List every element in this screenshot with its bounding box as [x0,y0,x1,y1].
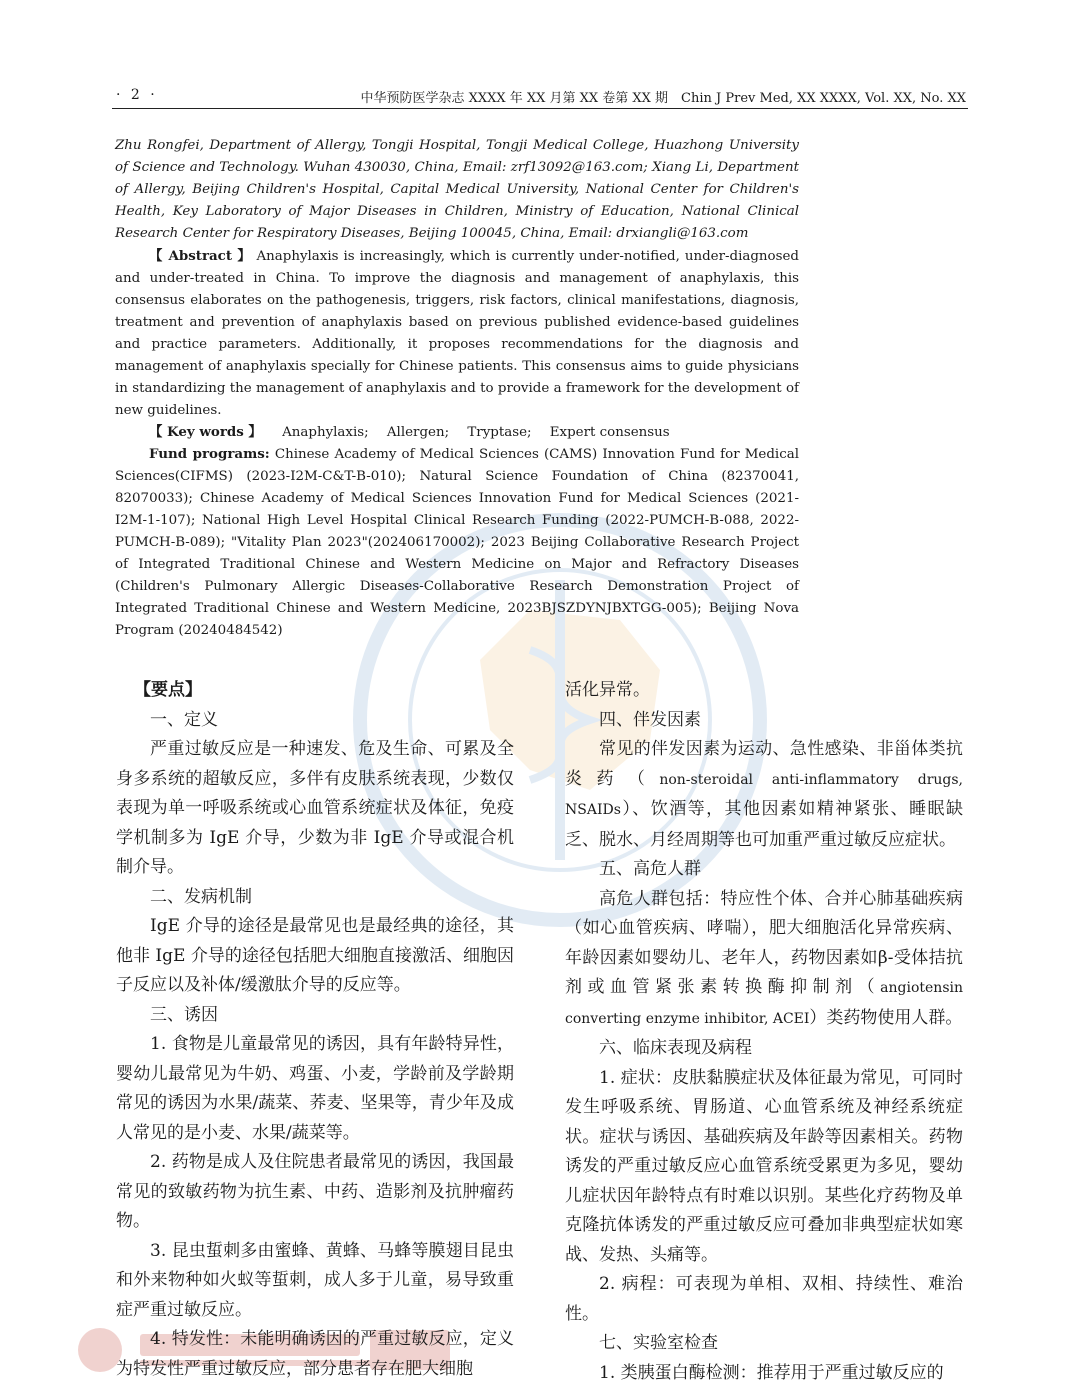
abstract-label: 【 Abstract 】 [149,248,252,264]
fund-text: Chinese Academy of Medical Sciences (CAMS) Innovation Fund for Medical Sciences(CIFMS) (2023-I2M-C&T-B-010); Natural Science Foundation of China (82370041, 82070033); Chinese Academy of Medical Sciences Innovation Fund for Medical Sciences (2021-I2M-1-107); National High Level Hospital Clinical Research Funding (2022-PUMCH-B-088, 2022-PUMCH-B-089); "Vitality Plan 2023"(202406170002); 2023 Beijing Collaborative Research Project of Integrated Traditional Chinese and Western Medicine on Major and Refractory Diseases (Children's Pulmonary Allergic Diseases-Collaborative Research Demonstration Project of Integrated Traditional Chinese and Western Medicine, 2023BJSZDYNJBXTGG-005); Beijing Nova Program (20240484542) [115,447,799,638]
keyword: Anaphylaxis; [282,425,369,440]
keyword: Allergen; [386,425,450,440]
body-paragraph: 1. 类胰蛋白酶检测：推荐用于严重过敏反应的 [599,1362,944,1383]
text-run: ）、饮酒等，其他因素如精神紧张、睡眠缺乏、脱水、月经周期等也可加重严重过敏反应症状。 [565,799,963,850]
text-run: 高危人群包括：特应性个体、合并心肺基础疾病（如心血管疾病、哮喘），肥大细胞活化异常疾病、年龄因素如婴幼儿、老年人，药物因素如β-受体拮抗剂或血管紧张素转换酶抑制剂（ [565,888,963,997]
body-paragraph: 2. 病程：可表现为单相、双相、持续性、难治性。 [565,1274,963,1324]
body-paragraph: IgE 介导的途径是最常见也是最经典的途径，其他非 IgE 介导的途径包括肥大细胞直接激活、细胞因子反应以及补体/缓激肽介导的反应等。 [116,916,514,995]
body-paragraph: 严重过敏反应是一种速发、危及生命、可累及全身多系统的超敏反应，多伴有皮肤系统表现，少数仅表现为单一呼吸系统或心血管系统症状及体征，免疫学机制多为 IgE 介导，少数为非 IgE 介导或混合机制介导。 [116,739,514,877]
abstract-paragraph [115,245,799,422]
term-english: angiotensin converting enzyme inhibitor, ACEI [565,980,963,1027]
author-affiliations: Zhu Rongfei, Department of Allergy, Tongji Hospital, Tongji Medical College, Huazhong University of Science and Technology. Wuhan 430030, China, Email: zrf13092@163.com; Xiang Li, Department of Allergy, Beijing Children's Hospital, Capital Medical University, National Center for Children's Health, Key Laboratory of Major Diseases in Children, Ministry of Education, National Clinical Research Center for Respiratory Diseases, Beijing 100045, China, Email: drxiangli@163.com [115,138,799,241]
body-paragraph [565,885,963,1035]
fund-programs [115,443,799,642]
section-heading: 六、临床表现及病程 [599,1038,752,1058]
journal-citation: 中华预防医学杂志 XXXX 年 XX 月第 XX 卷第 XX 期 Chin J Prev Med, XX XXXX, Vol. XX, No. XX [360,91,966,106]
page-number: · 2 · [116,87,158,103]
keyword: Tryptase; [467,425,532,440]
section-heading: 三、诱因 [150,1004,218,1025]
text-run: 常见的伴发因素为运动、急性感染、非甾体类抗炎药（ [565,739,963,789]
term-english: non-steroidal anti-inflammatory drugs, NSAIDs [565,771,964,818]
section-heading: 二、发病机制 [150,886,252,907]
keyword: Expert consensus [549,425,670,440]
body-paragraph [565,735,963,855]
right-column [565,676,963,1388]
fund-label: Fund programs: [149,446,270,462]
keywords-line [149,421,799,444]
section-heading: 四、伴发因素 [599,709,701,730]
section-heading: 七、实验室检查 [599,1333,718,1353]
body-paragraph: 4. 特发性：未能明确诱因的严重过敏反应，定义为特发性严重过敏反应，部分患者存在肥大细胞 [116,1329,514,1379]
body-paragraph: 2. 药物是成人及住院患者最常见的诱因，我国最常见的致敏药物为抗生素、中药、造影剂及抗肿瘤药物。 [116,1152,514,1231]
abstract-text: Anaphylaxis is increasingly, which is currently under-notified, under-diagnosed and under-treated in China. To improve the diagnosis and management of anaphylaxis, this consensus elaborates on the pathogenesis, triggers, risk factors, clinical manifestations, diagnosis, treatment and prevention of anaphylaxis based on previous published evidence-based guidelines and practice parameters. Additionally, it proposes recommendations for the diagnosis and management of anaphylaxis specially for Chinese patients. This consensus aims to guide physicians in standardizing the management of anaphylaxis and to provide a framework for the development of new guidelines. [115,249,799,418]
section-heading: 一、定义 [150,709,218,730]
body-paragraph: 1. 症状：皮肤黏膜症状及体征最为常见，可同时发生呼吸系统、胃肠道、心血管系统及神经系统症状。症状与诱因、基础疾病及年龄等因素相关。药物诱发的严重过敏反应心血管系统受累更为多见，婴幼儿症状因年龄特点有时难以识别。某些化疗药物及单克隆抗体诱发的严重过敏反应可叠加非典型症状如寒战、发热、头痛等。 [565,1067,963,1265]
text-run: ）类药物使用人群。 [809,1007,963,1028]
body-paragraph: 1. 食物是儿童最常见的诱因，具有年龄特异性，婴幼儿最常见为牛奶、鸡蛋、小麦，学龄前及学龄期常见的诱因为水果/蔬菜、荞麦、坚果等，青少年及成人常见的是小麦、水果/蔬菜等。 [116,1034,514,1143]
running-header [112,84,968,109]
key-points-heading: 【要点】 [134,680,202,700]
left-column [116,676,514,1384]
keywords-label: 【 Key words 】 [149,424,262,440]
body-paragraph: 3. 昆虫蜇刺多由蜜蜂、黄蜂、马蜂等膜翅目昆虫和外来物种如火蚁等蜇刺，成人多于儿童，易导致重症严重过敏反应。 [116,1240,514,1320]
body-paragraph-continued: 活化异常。 [565,680,650,700]
section-heading: 五、高危人群 [599,859,701,879]
